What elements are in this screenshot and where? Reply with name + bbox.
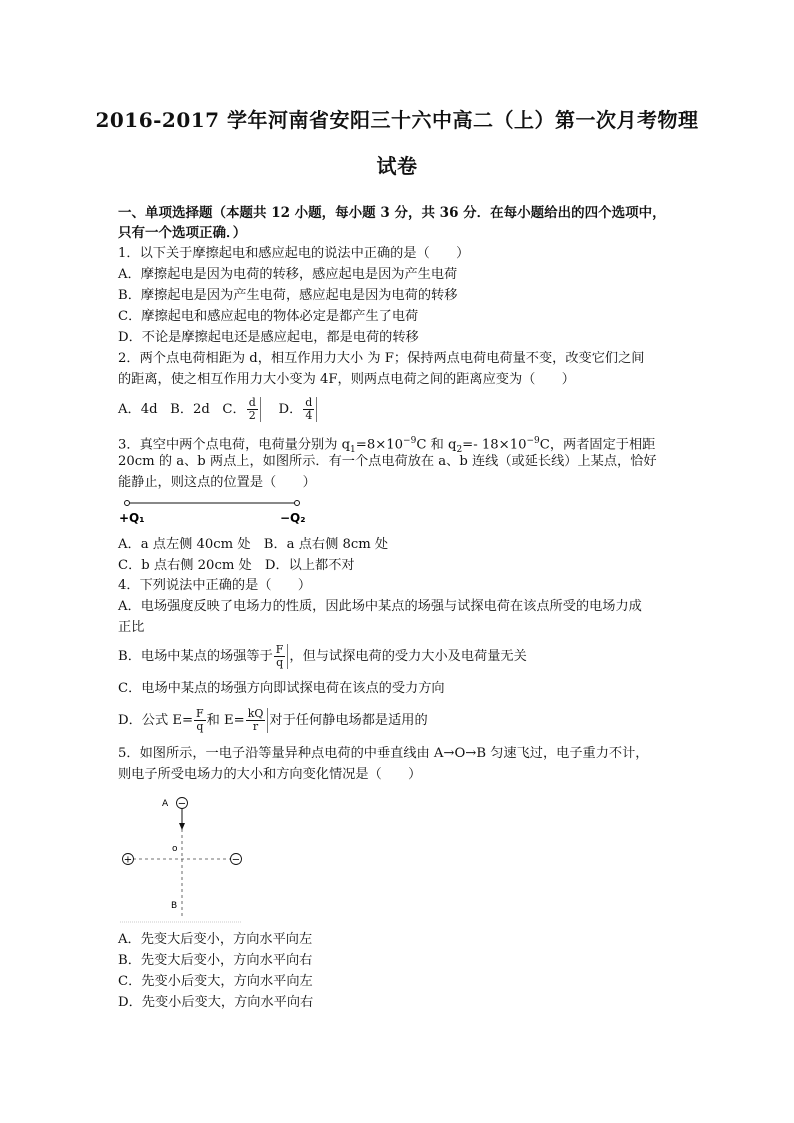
q5-dipole-figure (118, 792, 248, 924)
exam-title-line1: 2016-2017 学年河南省安阳三十六中高二（上）第一次月考物理 (95, 108, 699, 132)
q1-stem: 1．以下关于摩擦起电和感应起电的说法中正确的是（ ） (118, 246, 470, 261)
point-b-label: B (171, 901, 178, 911)
q3-stem-line3: 能静止，则这点的位置是（ ） (118, 475, 316, 490)
q4-d-text-pre: D．公式 E= (118, 713, 194, 728)
q2-stem-line2: 的距离，使之相互作用力大小变为 4F，则两点电荷之间的距离应变为（ ） (118, 372, 575, 387)
q2-option-d-label: D． (278, 402, 303, 417)
exam-title-line2: 试卷 (376, 154, 418, 178)
q4-option-d (118, 708, 428, 733)
q4-option-b (118, 644, 527, 669)
q4-d-numerator-1: F (196, 707, 204, 720)
q4-b-denominator: q (276, 656, 284, 669)
q2-stem-line1: 2．两个点电荷相距为 d，相互作用力大小 为 F；保持两点电荷电荷量不变，改变它们之间 (118, 351, 645, 366)
q3-charge-figure (118, 495, 318, 527)
q4-option-c: C．电场中某点的场强方向即试探电荷在该点的受力方向 (118, 681, 445, 696)
q1-option-b: B．摩擦起电是因为产生电荷，感应起电是因为电荷的转移 (118, 288, 458, 303)
q2-option-b: B．2d (170, 402, 210, 417)
q4-d-denominator-1: q (196, 720, 204, 733)
q3-options-cd: C．b 点右侧 20cm 处 D．以上都不对 (118, 558, 355, 573)
q4-d-numerator-2: kQ (247, 707, 264, 720)
q2-option-d-fraction (303, 397, 317, 422)
q1-charge-point (125, 501, 130, 506)
q3-sub-2: 2 (456, 445, 463, 456)
q4-stem: 4．下列说法中正确的是（ ） (118, 578, 312, 593)
q1-charge-label: +Q₁ (119, 511, 145, 525)
q3-sup-2: −9 (526, 436, 540, 446)
q5-option-c: C．先变小后变大，方向水平向左 (118, 974, 313, 989)
q3-stem-line2: 20cm 的 a、b 两点上，如图所示．有一个点电荷放在 a、b 连线（或延长线）上某点，恰好 (118, 454, 657, 469)
q5-option-b: B．先变大后变小，方向水平向右 (118, 953, 313, 968)
q2-option-c-fraction (247, 397, 261, 422)
point-a-label: A (162, 799, 169, 809)
q4-d-denominator-2: r (252, 720, 259, 733)
q2-d-numerator: d (305, 396, 313, 409)
section-heading-line1: 一、单项选择题（本题共 12 小题，每小题 3 分，共 36 分．在每小题给出的四个选项中， (118, 205, 666, 221)
q5-stem-line2: 则电子所受电场力的大小和方向变化情况是（ ） (118, 767, 422, 782)
q2-options (118, 397, 318, 422)
q2-option-a: A．4d (118, 402, 158, 417)
q4-b-fraction (274, 644, 289, 669)
q2-option-c-label: C． (222, 402, 246, 417)
q2-charge-point (295, 501, 300, 506)
motion-arrow-icon (179, 823, 185, 830)
q4-b-text-pre: B．电场中某点的场强等于 (118, 649, 273, 664)
q3-text-c: C 和 q (416, 437, 457, 453)
q4-b-numerator: F (275, 643, 284, 656)
point-o-label: o (172, 844, 178, 854)
q4-d-fraction-2 (246, 708, 269, 733)
q4-option-a-line2: 正比 (118, 620, 145, 635)
q3-text-e: C，两者固定于相距 (539, 437, 656, 453)
q2-d-denominator: 4 (305, 409, 313, 422)
q3-sub-1: 1 (350, 445, 356, 456)
negative-sign: − (231, 854, 241, 866)
q3-sup-1: −9 (403, 436, 417, 446)
positive-sign: + (123, 854, 133, 866)
section-heading-line2: 只有一个选项正确．） (118, 225, 247, 241)
q1-option-d: D．不论是摩擦起电还是感应起电，都是电荷的转移 (118, 330, 419, 345)
q5-option-d: D．先变小后变大，方向水平向右 (118, 995, 314, 1010)
q1-option-a: A．摩擦起电是因为电荷的转移，感应起电是因为产生电荷 (118, 267, 458, 282)
q4-d-text-mid: 和 E= (206, 713, 245, 728)
q2-c-denominator: 2 (248, 409, 256, 422)
q5-stem-line1: 5．如图所示，一电子沿等量异种点电荷的中垂直线由 A→O→B 匀速飞过，电子重力不计， (118, 746, 649, 761)
q2-charge-label: −Q₂ (280, 511, 306, 525)
q4-option-a-line1: A．电场强度反映了电场力的性质，因此场中某点的场强与试探电荷在该点所受的电场力成 (118, 599, 642, 614)
q2-c-numerator: d (248, 396, 256, 409)
q5-option-a: A．先变大后变小，方向水平向左 (118, 932, 313, 947)
q3-text-a: 3．真空中两个点电荷，电荷量分别为 q (118, 437, 351, 453)
q3-text-b: =8×10 (355, 437, 404, 453)
q4-d-text-post: 对于任何静电场都是适用的 (269, 713, 428, 728)
q4-d-fraction-1 (194, 708, 206, 733)
electron-sign: − (177, 798, 187, 810)
q4-b-text-post: ，但与试探电荷的受力大小及电荷量无关 (289, 649, 527, 664)
q1-option-c: C．摩擦起电和感应起电的物体必定是都产生了电荷 (118, 309, 419, 324)
q3-options-ab: A．a 点左侧 40cm 处 B．a 点右侧 8cm 处 (118, 537, 389, 552)
q3-text-d: =- 18×10 (462, 437, 527, 453)
